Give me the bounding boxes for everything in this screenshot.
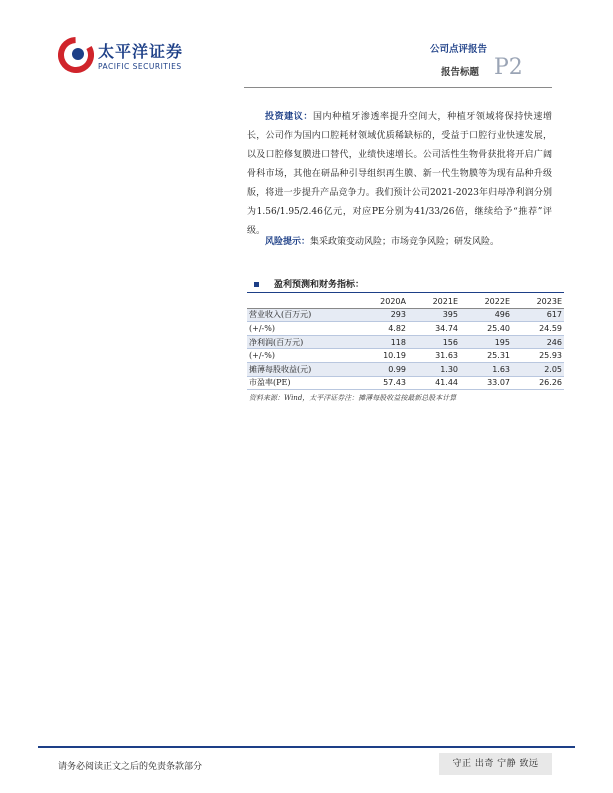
table-cell: 2.05 [512,362,564,376]
table-row [247,335,564,349]
table-cell: 33.07 [460,376,512,390]
row-label: 市盈率(PE) [247,376,356,390]
table-cell: 496 [460,308,512,322]
table-cell: 10.19 [356,349,408,363]
header-divider [244,87,552,88]
investment-advice-paragraph [247,108,552,241]
pacific-securities-logo-icon [58,33,94,79]
table-source-note: 资料来源：Wind，太平洋证券注：摊薄每股收益按最新总股本计算 [249,394,457,403]
table-row [247,376,564,390]
table-cell: 1.63 [460,362,512,376]
column-header [247,293,356,308]
column-header: 2021E [408,293,460,308]
financial-forecast-table-block [247,276,564,403]
risk-text: 集采政策变动风险；市场竞争风险；研发风险。 [310,237,500,247]
table-row [247,362,564,376]
table-cell: 246 [512,335,564,349]
table-cell: 4.82 [356,322,408,336]
risk-paragraph [247,233,552,252]
table-cell: 25.93 [512,349,564,363]
table-cell: 57.43 [356,376,408,390]
row-label: 净利润(百万元) [247,335,356,349]
company-logo [58,33,248,79]
table-header-row [247,293,564,308]
logo-chinese-name: 太平洋证券 [98,42,184,61]
footer-divider [38,746,575,748]
table-cell: 617 [512,308,564,322]
table-cell: 24.59 [512,322,564,336]
report-title: 报告标题 [440,67,479,78]
row-label: 摊薄每股收益(元) [247,362,356,376]
row-label: 营业收入(百万元) [247,308,356,322]
table-cell: 293 [356,308,408,322]
square-bullet-icon [254,282,259,287]
risk-label: 风险提示： [265,237,311,247]
column-header: 2023E [512,293,564,308]
report-type: 公司点评报告 [429,44,487,55]
logo-english-name: PACIFIC SECURITIES [98,62,182,71]
table-cell: 118 [356,335,408,349]
table-cell: 34.74 [408,322,460,336]
table-cell: 41.44 [408,376,460,390]
column-header: 2020A [356,293,408,308]
footer-motto: 守正 出奇 宁静 致远 [439,753,552,775]
footer-disclaimer: 请务必阅读正文之后的免责条款部分 [58,762,203,772]
table-row [247,322,564,336]
investment-advice-label: 投资建议： [265,112,313,122]
table-row [247,349,564,363]
table-cell: 26.26 [512,376,564,390]
table-cell: 25.40 [460,322,512,336]
table-cell: 25.31 [460,349,512,363]
table-cell: 195 [460,335,512,349]
financial-forecast-table [247,293,564,390]
table-cell: 395 [408,308,460,322]
table-heading [247,276,564,293]
row-label: (+/-%) [247,322,356,336]
table-cell: 0.99 [356,362,408,376]
table-cell: 1.30 [408,362,460,376]
investment-advice-text: 国内种植牙渗透率提升空间大，种植牙领域将保持快速增长，公司作为国内口腔耗材领域优质稀缺标的，受益于口腔行业快速发展，以及口腔修复膜进口替代，业绩快速增长。公司活性生物骨获批将开启广阔骨科市场，其他在研品种引导组织再生膜、新一代生物膜等为现有品种升级版，将进一步提升产品竞争力。我们预计公司2021-2023年归母净利润分别为1.56/1.95/2.46亿元，对应PE分别为41/33/26倍，继续给予“推荐”评级。 [247,112,552,236]
table-title: 盈利预测和财务指标： [274,280,365,290]
table-cell: 31.63 [408,349,460,363]
table-row [247,308,564,322]
row-label: (+/-%) [247,349,356,363]
page-number: P2 [494,55,523,80]
table-cell: 156 [408,335,460,349]
column-header: 2022E [460,293,512,308]
